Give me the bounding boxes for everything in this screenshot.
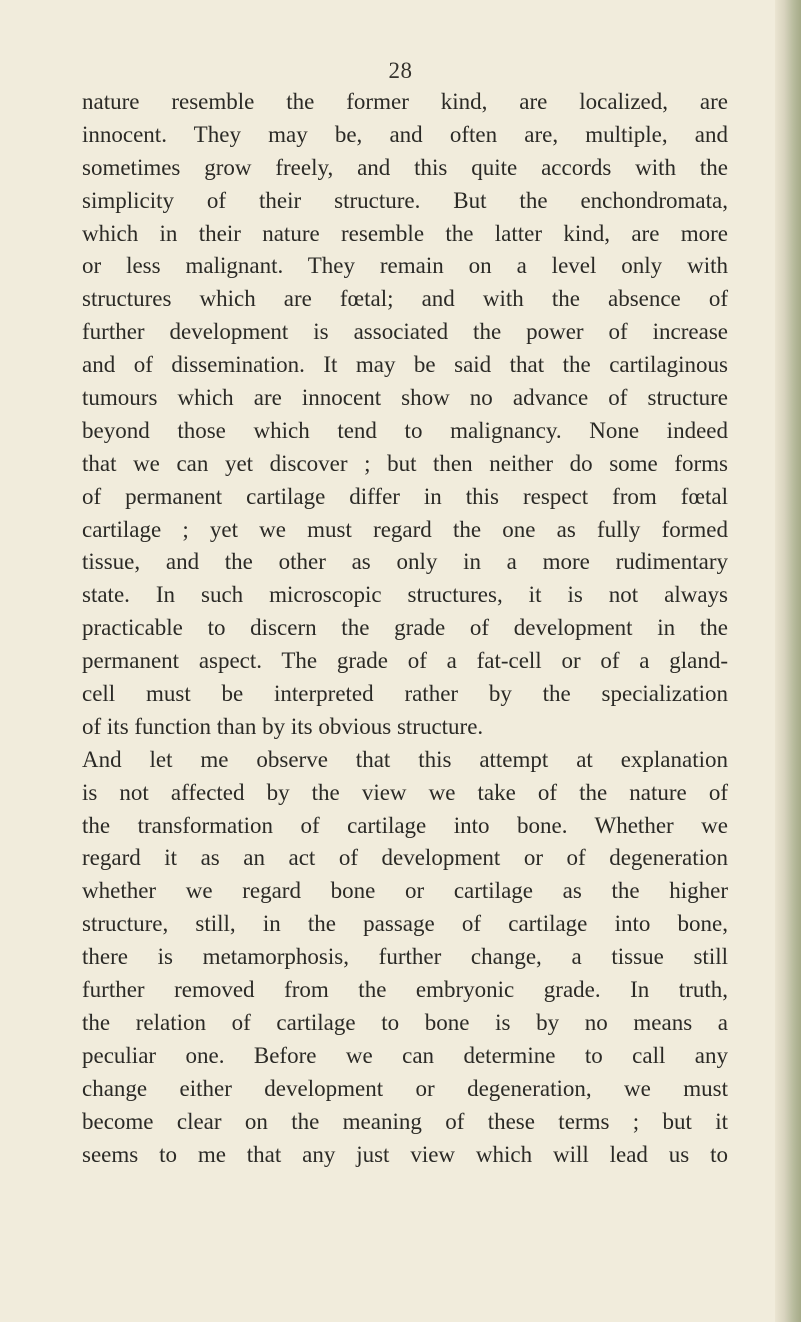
text-line: seems to me that any just view which will lead us to bbox=[82, 1141, 728, 1167]
text-line: structure, still, in the passage of cartilage into bone, bbox=[82, 911, 728, 937]
text-line: further development is associated the power of increase bbox=[82, 319, 728, 345]
text-line: of its function than by its obvious structure. bbox=[82, 713, 484, 739]
text-line: structures which are fœtal; and with the absence of bbox=[82, 286, 728, 312]
text-line: become clear on the meaning of these terms ; but it bbox=[82, 1108, 728, 1134]
text-line: the relation of cartilage to bone is by no means a bbox=[82, 1009, 728, 1035]
text-line: tumours which are innocent show no advance of structure bbox=[82, 385, 728, 411]
text-line: whether we regard bone or cartilage as the higher bbox=[82, 878, 728, 904]
text-line: and of dissemination. It may be said that the cartilaginous bbox=[82, 352, 728, 378]
text-line: nature resemble the former kind, are localized, are bbox=[82, 89, 728, 114]
text-line: simplicity of their structure. But the enchondromata, bbox=[82, 187, 728, 213]
text-line: is not affected by the view we take of the nature of bbox=[82, 779, 728, 805]
text-line: the transformation of cartilage into bone. Whether we bbox=[82, 812, 728, 838]
body-text bbox=[82, 86, 728, 1171]
text-line: cell must be interpreted rather by the specialization bbox=[82, 681, 728, 707]
text-line: there is metamorphosis, further change, a tissue still bbox=[82, 944, 728, 970]
text-line: that we can yet discover ; but then neither do some forms bbox=[82, 450, 728, 476]
text-line: And let me observe that this attempt at explanation bbox=[82, 746, 728, 772]
text-line: cartilage ; yet we must regard the one as fully formed bbox=[82, 516, 728, 542]
text-line: change either development or degeneration, we must bbox=[82, 1075, 728, 1101]
text-line: tissue, and the other as only in a more rudimentary bbox=[82, 549, 728, 575]
page-edge bbox=[775, 0, 801, 1322]
text-line: beyond those which tend to malignancy. None indeed bbox=[82, 417, 728, 443]
text-line: state. In such microscopic structures, it is not always bbox=[82, 582, 728, 608]
text-line: innocent. They may be, and often are, multiple, and bbox=[82, 121, 728, 147]
text-line: peculiar one. Before we can determine to call any bbox=[82, 1042, 728, 1068]
text-line: permanent aspect. The grade of a fat-cell or of a gland- bbox=[82, 648, 728, 674]
text-line: further removed from the embryonic grade. In truth, bbox=[82, 977, 728, 1003]
text-line: sometimes grow freely, and this quite accords with the bbox=[82, 154, 728, 180]
text-line: or less malignant. They remain on a level only with bbox=[82, 253, 728, 279]
text-line: of permanent cartilage differ in this respect from fœtal bbox=[82, 483, 728, 509]
text-line: practicable to discern the grade of development in the bbox=[82, 615, 728, 641]
text-line: which in their nature resemble the latter kind, are more bbox=[82, 220, 728, 246]
page-number: 28 bbox=[388, 58, 413, 83]
text-line: regard it as an act of development or of degeneration bbox=[82, 845, 728, 871]
